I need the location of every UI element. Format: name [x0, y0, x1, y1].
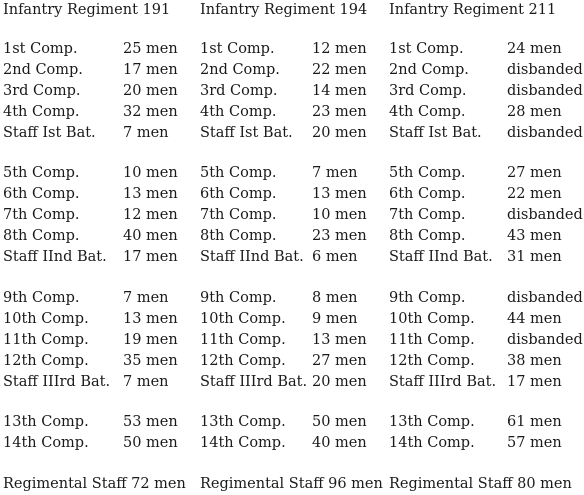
unit-row: [389, 433, 584, 454]
unit-name: 8th Comp.: [200, 228, 277, 244]
unit-name: 9th Comp.: [200, 290, 277, 306]
regimental-staff-text: Regimental Staff 72 men: [3, 476, 186, 492]
unit-count: 50 men: [123, 435, 178, 451]
unit-row: [200, 412, 386, 433]
unit-name: 1st Comp.: [200, 41, 275, 57]
unit-row: [3, 102, 196, 123]
unit-name: 14th Comp.: [389, 435, 475, 451]
unit-name: 3rd Comp.: [389, 83, 467, 99]
unit-count: 19 men: [123, 332, 178, 348]
unit-count: 13 men: [312, 186, 367, 202]
unit-name: 9th Comp.: [3, 290, 80, 306]
regiment-title: [3, 0, 196, 21]
unit-name: 3rd Comp.: [3, 83, 81, 99]
unit-count: 20 men: [312, 374, 367, 390]
unit-name: 12th Comp.: [389, 353, 475, 369]
unit-count: disbanded: [507, 62, 583, 78]
unit-row: [3, 123, 196, 144]
unit-name: 8th Comp.: [3, 228, 80, 244]
unit-name: 7th Comp.: [389, 207, 466, 223]
unit-row: [3, 309, 196, 330]
unit-name: 5th Comp.: [200, 165, 277, 181]
unit-count: 12 men: [123, 207, 178, 223]
unit-name: Staff IIIrd Bat.: [3, 374, 111, 390]
unit-name: 13th Comp.: [389, 414, 475, 430]
unit-count: 7 men: [123, 125, 169, 141]
unit-row: [389, 60, 584, 81]
unit-count: 8 men: [312, 290, 358, 306]
unit-count: 40 men: [123, 228, 178, 244]
unit-name: Staff IIIrd Bat.: [389, 374, 497, 390]
unit-count: 38 men: [507, 353, 562, 369]
unit-name: 11th Comp.: [389, 332, 475, 348]
unit-count: 17 men: [123, 249, 178, 265]
unit-row: [3, 412, 196, 433]
unit-count: disbanded: [507, 83, 583, 99]
unit-count: disbanded: [507, 332, 583, 348]
unit-row: [389, 351, 584, 372]
unit-row: [389, 247, 584, 268]
unit-row: [3, 184, 196, 205]
unit-count: 6 men: [312, 249, 358, 265]
unit-name: 7th Comp.: [3, 207, 80, 223]
unit-name: 6th Comp.: [389, 186, 466, 202]
unit-row: [200, 309, 386, 330]
regiment-column-194: [200, 0, 386, 495]
unit-count: 17 men: [123, 62, 178, 78]
regimental-staff-text: Regimental Staff 96 men: [200, 476, 383, 492]
regiment-title: [389, 0, 584, 21]
unit-count: 57 men: [507, 435, 562, 451]
unit-name: 2nd Comp.: [200, 62, 280, 78]
unit-count: disbanded: [507, 125, 583, 141]
unit-row: [3, 351, 196, 372]
unit-row: [200, 433, 386, 454]
unit-name: 6th Comp.: [3, 186, 80, 202]
unit-row: [389, 309, 584, 330]
unit-count: 25 men: [123, 41, 178, 57]
regimental-staff-text: Regimental Staff 80 men: [389, 476, 572, 492]
unit-name: 10th Comp.: [389, 311, 475, 327]
unit-name: 5th Comp.: [3, 165, 80, 181]
unit-count: 53 men: [123, 414, 178, 430]
unit-count: 22 men: [507, 186, 562, 202]
unit-count: 13 men: [123, 186, 178, 202]
unit-name: 14th Comp.: [200, 435, 286, 451]
unit-row: [200, 372, 386, 393]
unit-count: 27 men: [507, 165, 562, 181]
unit-row: [200, 247, 386, 268]
unit-name: 5th Comp.: [389, 165, 466, 181]
unit-name: 9th Comp.: [389, 290, 466, 306]
unit-row: [389, 288, 584, 309]
unit-count: 13 men: [123, 311, 178, 327]
unit-row: [200, 163, 386, 184]
unit-row: [3, 60, 196, 81]
unit-row: [200, 351, 386, 372]
unit-row: [3, 205, 196, 226]
unit-count: 43 men: [507, 228, 562, 244]
regimental-staff-total: [3, 474, 196, 495]
unit-row: [389, 39, 584, 60]
unit-count: 44 men: [507, 311, 562, 327]
unit-name: 12th Comp.: [200, 353, 286, 369]
unit-name: 4th Comp.: [200, 104, 277, 120]
unit-row: [389, 205, 584, 226]
unit-name: Staff Ist Bat.: [3, 125, 96, 141]
unit-row: [389, 163, 584, 184]
unit-count: 7 men: [123, 374, 169, 390]
unit-row: [200, 205, 386, 226]
unit-row: [200, 123, 386, 144]
unit-count: 27 men: [312, 353, 367, 369]
unit-count: disbanded: [507, 207, 583, 223]
unit-name: Staff IIIrd Bat.: [200, 374, 308, 390]
unit-name: 2nd Comp.: [3, 62, 83, 78]
unit-name: 1st Comp.: [389, 41, 464, 57]
unit-count: 23 men: [312, 228, 367, 244]
unit-count: 35 men: [123, 353, 178, 369]
unit-name: 10th Comp.: [200, 311, 286, 327]
unit-count: 32 men: [123, 104, 178, 120]
unit-name: 7th Comp.: [200, 207, 277, 223]
regiment-title-text: Infantry Regiment 191: [3, 2, 171, 18]
unit-row: [389, 372, 584, 393]
regiment-column-191: [3, 0, 196, 495]
unit-name: 14th Comp.: [3, 435, 89, 451]
unit-count: 31 men: [507, 249, 562, 265]
unit-name: 8th Comp.: [389, 228, 466, 244]
unit-row: [3, 226, 196, 247]
unit-row: [200, 60, 386, 81]
unit-row: [200, 39, 386, 60]
unit-row: [3, 163, 196, 184]
unit-name: 4th Comp.: [389, 104, 466, 120]
unit-name: 13th Comp.: [200, 414, 286, 430]
unit-name: 6th Comp.: [200, 186, 277, 202]
unit-name: 3rd Comp.: [200, 83, 278, 99]
unit-name: 4th Comp.: [3, 104, 80, 120]
unit-name: 13th Comp.: [3, 414, 89, 430]
unit-row: [389, 226, 584, 247]
unit-count: 10 men: [123, 165, 178, 181]
unit-count: 20 men: [123, 83, 178, 99]
regimental-staff-total: [389, 474, 584, 495]
unit-row: [3, 247, 196, 268]
unit-count: 24 men: [507, 41, 562, 57]
unit-count: 7 men: [312, 165, 358, 181]
unit-name: 12th Comp.: [3, 353, 89, 369]
regiment-column-211: [389, 0, 584, 495]
unit-name: 1st Comp.: [3, 41, 78, 57]
unit-count: 12 men: [312, 41, 367, 57]
unit-row: [200, 184, 386, 205]
unit-row: [200, 102, 386, 123]
unit-row: [3, 81, 196, 102]
unit-name: Staff Ist Bat.: [389, 125, 482, 141]
unit-name: Staff IInd Bat.: [389, 249, 493, 265]
unit-row: [389, 330, 584, 351]
unit-name: Staff Ist Bat.: [200, 125, 293, 141]
regiment-title: [200, 0, 386, 21]
regiment-title-text: Infantry Regiment 211: [389, 2, 557, 18]
unit-name: Staff IInd Bat.: [3, 249, 107, 265]
unit-row: [389, 81, 584, 102]
unit-row: [3, 39, 196, 60]
unit-count: 61 men: [507, 414, 562, 430]
unit-name: Staff IInd Bat.: [200, 249, 304, 265]
unit-row: [200, 330, 386, 351]
unit-row: [3, 433, 196, 454]
unit-count: 20 men: [312, 125, 367, 141]
regimental-staff-total: [200, 474, 386, 495]
unit-count: 9 men: [312, 311, 358, 327]
unit-count: 7 men: [123, 290, 169, 306]
unit-count: 40 men: [312, 435, 367, 451]
regiment-title-text: Infantry Regiment 194: [200, 2, 368, 18]
unit-row: [200, 288, 386, 309]
unit-name: 2nd Comp.: [389, 62, 469, 78]
unit-name: 10th Comp.: [3, 311, 89, 327]
unit-row: [200, 81, 386, 102]
unit-count: 14 men: [312, 83, 367, 99]
unit-count: 13 men: [312, 332, 367, 348]
unit-count: 50 men: [312, 414, 367, 430]
unit-row: [389, 102, 584, 123]
unit-count: 28 men: [507, 104, 562, 120]
unit-count: 22 men: [312, 62, 367, 78]
unit-count: 23 men: [312, 104, 367, 120]
unit-row: [3, 330, 196, 351]
unit-count: 10 men: [312, 207, 367, 223]
unit-row: [3, 372, 196, 393]
unit-row: [389, 184, 584, 205]
unit-row: [389, 412, 584, 433]
unit-row: [200, 226, 386, 247]
unit-count: disbanded: [507, 290, 583, 306]
unit-name: 11th Comp.: [200, 332, 286, 348]
unit-count: 17 men: [507, 374, 562, 390]
unit-name: 11th Comp.: [3, 332, 89, 348]
unit-row: [389, 123, 584, 144]
unit-row: [3, 288, 196, 309]
